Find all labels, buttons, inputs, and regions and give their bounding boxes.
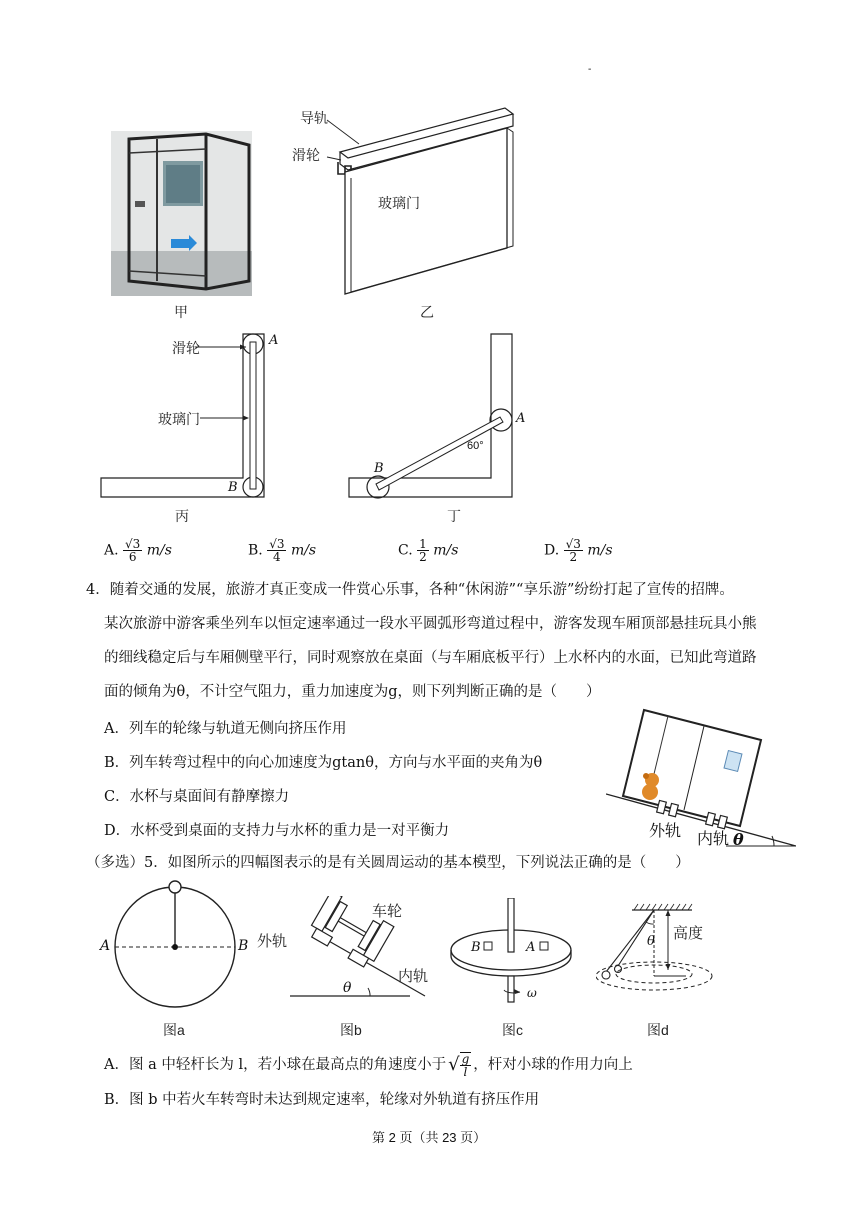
- q4-option-b[interactable]: B．列车转弯过程中的向心加速度为gtanθ，方向与水平面的夹角为θ: [104, 755, 543, 771]
- q5-caption-a: 图a: [163, 1022, 185, 1038]
- q5-option-b[interactable]: B．图 b 中若火车转弯时未达到规定速率，轮缘对外轨道有挤压作用: [104, 1092, 540, 1108]
- figure-jia-photo: [111, 131, 252, 296]
- bing-label-door: 玻璃门: [158, 411, 200, 427]
- q4-stem-line3: 的细线稳定后与车厢侧壁平行，同时观察放在桌面（与车厢底板平行）上水杯内的水面，已知此弯道路: [104, 650, 757, 666]
- q5-fig-b-theta: θ: [343, 980, 352, 996]
- caption-jia: 甲: [174, 304, 188, 320]
- q4-stem-line1: 4．随着交通的发展，旅游才真正变成一件赏心乐事，各种“休闲游”“享乐游”纷纷打起了宣传的招牌。: [86, 582, 734, 598]
- q3-option-a[interactable]: A. $\frac{√3}{6}$ m/s: [104, 537, 172, 564]
- bing-label-B: B: [228, 480, 238, 495]
- q5-fig-b-inner-rail: 内轨: [398, 968, 429, 985]
- q5-fig-d-theta: θ: [647, 934, 655, 949]
- q4-option-d[interactable]: D．水杯受到桌面的支持力与水杯的重力是一对平衡力: [104, 823, 450, 839]
- q5-caption-c: 图c: [502, 1022, 523, 1038]
- q5-figure-b: [290, 896, 440, 1006]
- bing-label-pulley: 滑轮: [172, 340, 200, 356]
- q5-figure-d: [596, 900, 776, 1010]
- q4-option-a[interactable]: A．列车的轮缘与轨道无侧向挤压作用: [104, 721, 347, 737]
- q5-figure-c: [448, 898, 578, 1008]
- q4-fig-inner-rail: 内轨: [697, 831, 730, 848]
- q4-fig-outer-rail: 外轨: [649, 823, 682, 840]
- yi-label-door: 玻璃门: [378, 195, 420, 211]
- q4-stem-line4: 面的倾角为θ，不计空气阻力，重力加速度为g，则下列判断正确的是（ ）: [104, 684, 601, 700]
- q5-stem: （多选）5．如图所示的四幅图表示的是有关圆周运动的基本模型，下列说法正确的是（ ）: [86, 855, 690, 871]
- q5-option-a[interactable]: A．图 a 中轻杆长为 l，若小球在最高点的角速度小于 √ $\frac{g}{l}$ ，杆对小球的作用力向上: [104, 1052, 633, 1079]
- q5-caption-d: 图d: [647, 1022, 669, 1038]
- q5-fig-a-label-A: A: [100, 938, 111, 954]
- figure-ding: [348, 330, 526, 502]
- caption-ding: 丁: [447, 508, 461, 524]
- q5-fig-c-omega: ω: [527, 986, 537, 1000]
- ding-angle: 60°: [467, 440, 484, 452]
- ding-label-B: B: [374, 461, 384, 476]
- page-footer: 第 2 页（共 23 页）: [372, 1130, 487, 1145]
- q5-figure-a: [100, 878, 260, 1018]
- q5-fig-a-label-B: B: [238, 938, 249, 954]
- q5-fig-c-label-A: A: [526, 940, 536, 955]
- q4-fig-theta: θ: [733, 830, 744, 849]
- q5-fig-d-height: 高度: [673, 925, 704, 942]
- q3-option-b[interactable]: B. $\frac{√3}{4}$ m/s: [248, 537, 317, 564]
- q4-option-c[interactable]: C．水杯与桌面间有静摩擦力: [104, 789, 290, 805]
- yi-label-rail: 导轨: [300, 110, 328, 126]
- top-mark: -: [588, 64, 592, 75]
- q5-fig-c-label-B: B: [471, 940, 481, 955]
- yi-label-pulley: 滑轮: [292, 147, 320, 163]
- q5-fig-b-outer-rail: 外轨: [257, 933, 288, 950]
- q5-fig-b-wheel: 车轮: [372, 903, 403, 920]
- caption-bing: 丙: [175, 508, 189, 524]
- q3-option-d[interactable]: D. $\frac{√3}{2}$ m/s: [544, 537, 613, 564]
- q5-caption-b: 图b: [340, 1022, 362, 1038]
- ding-label-A: A: [516, 411, 526, 426]
- q3-option-c[interactable]: C. $\frac{1}{2}$ m/s: [398, 537, 459, 564]
- caption-yi: 乙: [420, 304, 434, 320]
- bing-label-A: A: [269, 333, 279, 348]
- q4-stem-line2: 某次旅游中游客乘坐列车以恒定速率通过一段水平圆弧形弯道过程中，游客发现车厢顶部悬挂玩具小熊: [104, 616, 757, 632]
